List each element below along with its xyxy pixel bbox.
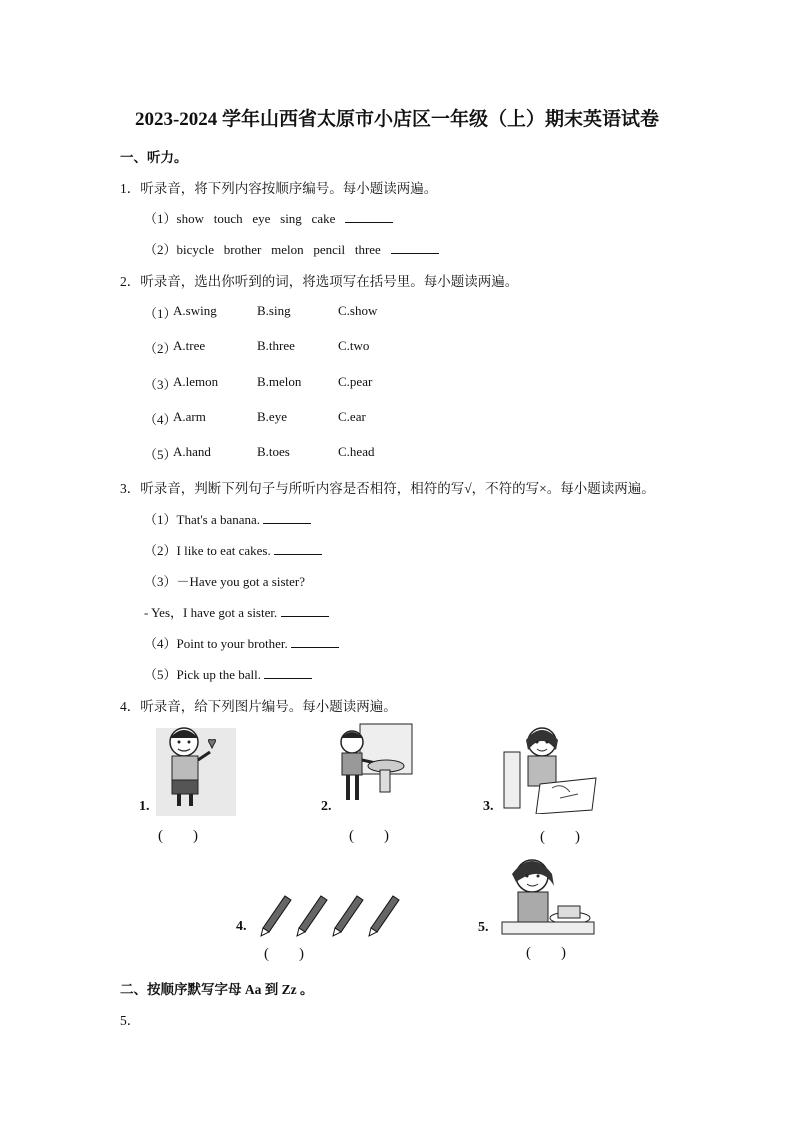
q3-item-3-reply-text: - Yes，I have got a sister.: [144, 605, 278, 620]
section-1-heading: 一、听力。: [120, 150, 188, 165]
page-title: 2023-2024 学年山西省太原市小店区一年级（上）期末英语试卷: [134, 109, 660, 130]
q2-row-4-option-c: C.ear: [338, 409, 366, 424]
q2-row-5: [144, 444, 444, 460]
picture-5-answer-parens[interactable]: ( ): [526, 945, 566, 961]
q2-row-3-label: （3）: [144, 377, 177, 392]
q2-row-1-option-c: C.show: [338, 303, 378, 318]
q2-row-5-option-a: A.hand: [173, 444, 211, 459]
q2-row-3: [144, 374, 444, 390]
q2-row-5-option-c: C.head: [338, 444, 375, 459]
q3-item-2: [144, 540, 322, 559]
picture-1-answer-parens[interactable]: ( ): [158, 828, 198, 844]
answer-blank[interactable]: [281, 604, 329, 617]
q1-item-2: [144, 239, 439, 258]
q2-row-4-option-a: A.arm: [173, 409, 206, 424]
q2-row-4: [144, 409, 444, 425]
q2-row-2-option-b: B.three: [257, 338, 295, 353]
answer-blank[interactable]: [264, 666, 312, 679]
q1-item-2-label: （2）: [144, 242, 177, 257]
q1-item-1-label: （1）: [144, 211, 177, 226]
picture-1-number: 1.: [139, 799, 150, 814]
picture-1-boy-illustration: [138, 718, 248, 818]
q3-item-3: [144, 571, 305, 590]
q2-row-1: [144, 303, 444, 319]
picture-2-number: 2.: [321, 799, 332, 814]
q3-item-5: [144, 664, 312, 683]
q5-number: 5．: [120, 1013, 141, 1028]
answer-blank[interactable]: [291, 635, 339, 648]
q1-item-1: [144, 208, 393, 227]
q2-row-2: [144, 338, 444, 354]
q2-row-4-option-b: B.eye: [257, 409, 287, 424]
q2-row-2-label: （2）: [144, 341, 177, 356]
picture-4-number: 4.: [236, 919, 247, 934]
picture-5-cake-girl-illustration: [494, 852, 596, 936]
q3-stem: 3．听录音，判断下列句子与所听内容是否相符，相符的写√，不符的写×。每小题读两遍。: [120, 481, 655, 496]
picture-2-washing-illustration: [320, 720, 420, 815]
q2-row-2-option-c: C.two: [338, 338, 370, 353]
picture-5-number: 5.: [478, 920, 489, 935]
q2-row-3-option-a: A.lemon: [173, 374, 219, 389]
q1-item-1-words: show touch eye sing cake: [176, 211, 336, 226]
q2-row-3-option-b: B.melon: [257, 374, 302, 389]
q1-item-2-words: bicycle brother melon pencil three: [176, 242, 381, 257]
answer-blank[interactable]: [263, 511, 311, 524]
picture-4-answer-parens[interactable]: ( ): [264, 946, 304, 962]
q2-row-5-label: （5）: [144, 447, 177, 462]
picture-3-answer-parens[interactable]: ( ): [540, 829, 580, 845]
answer-blank[interactable]: [274, 542, 322, 555]
q3-item-5-text: （5）Pick up the ball.: [144, 667, 261, 682]
picture-2-answer-parens[interactable]: ( ): [349, 828, 389, 844]
answer-blank[interactable]: [391, 241, 439, 254]
q2-row-1-option-a: A.swing: [173, 303, 217, 318]
q2-row-5-option-b: B.toes: [257, 444, 290, 459]
q3-item-3-reply: [144, 602, 329, 621]
q3-item-2-text: （2）I like to eat cakes.: [144, 543, 271, 558]
q3-item-1: [144, 509, 311, 528]
picture-4-pencils-illustration: [255, 888, 405, 938]
q2-row-3-option-c: C.pear: [338, 374, 373, 389]
q3-item-4: [144, 633, 339, 652]
q2-stem: 2．听录音，选出你听到的词，将选项写在括号里。每小题读两遍。: [120, 274, 519, 289]
q4-stem: 4．听录音，给下列图片编号。每小题读两遍。: [120, 699, 397, 714]
q2-row-2-option-a: A.tree: [173, 338, 206, 353]
answer-blank[interactable]: [345, 210, 393, 223]
q3-item-3-text: （3）－Have you got a sister?: [144, 574, 306, 589]
q3-item-1-text: （1）That's a banana.: [144, 512, 261, 527]
section-2-heading: 二、按顺序默写字母 Aa 到 Zz 。: [120, 982, 314, 997]
picture-3-number: 3.: [483, 799, 494, 814]
q2-row-4-label: （4）: [144, 412, 177, 427]
q2-row-1-option-b: B.sing: [257, 303, 291, 318]
q2-row-1-label: （1）: [144, 306, 177, 321]
q3-item-4-text: （4）Point to your brother.: [144, 636, 288, 651]
q1-stem: 1．听录音，将下列内容按顺序编号。每小题读两遍。: [120, 181, 438, 196]
picture-3-drawing-girl-illustration: [500, 722, 600, 814]
